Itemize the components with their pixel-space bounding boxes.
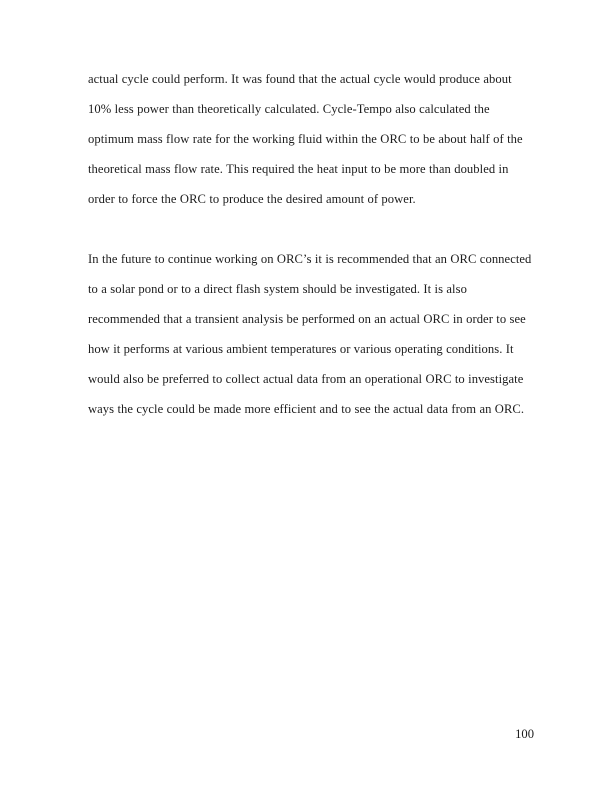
- body-paragraph-2: In the future to continue working on ORC’s it is recommended that an ORC connected to a solar pond or to a direct flash system should be investigated. It is also recommended that a transient analysis be performed on an actual ORC in order to see how it performs at various ambient temperatures or various operating conditions. It would also be preferred to collect actual data from an operational ORC to investigate ways the cycle could be made more efficient and to see the actual data from an ORC.: [88, 252, 532, 416]
- page-text-body: [88, 64, 534, 424]
- page-number: 100: [515, 727, 534, 741]
- body-paragraph-1: actual cycle could perform. It was found that the actual cycle would produce about 10% less power than theoretically calculated. Cycle-Tempo also calculated the optimum mass flow rate for the working fluid within the ORC to be about half of the theoretical mass flow rate. This required the heat input to be more than doubled in order to force the ORC to produce the desired amount of power.: [88, 72, 523, 206]
